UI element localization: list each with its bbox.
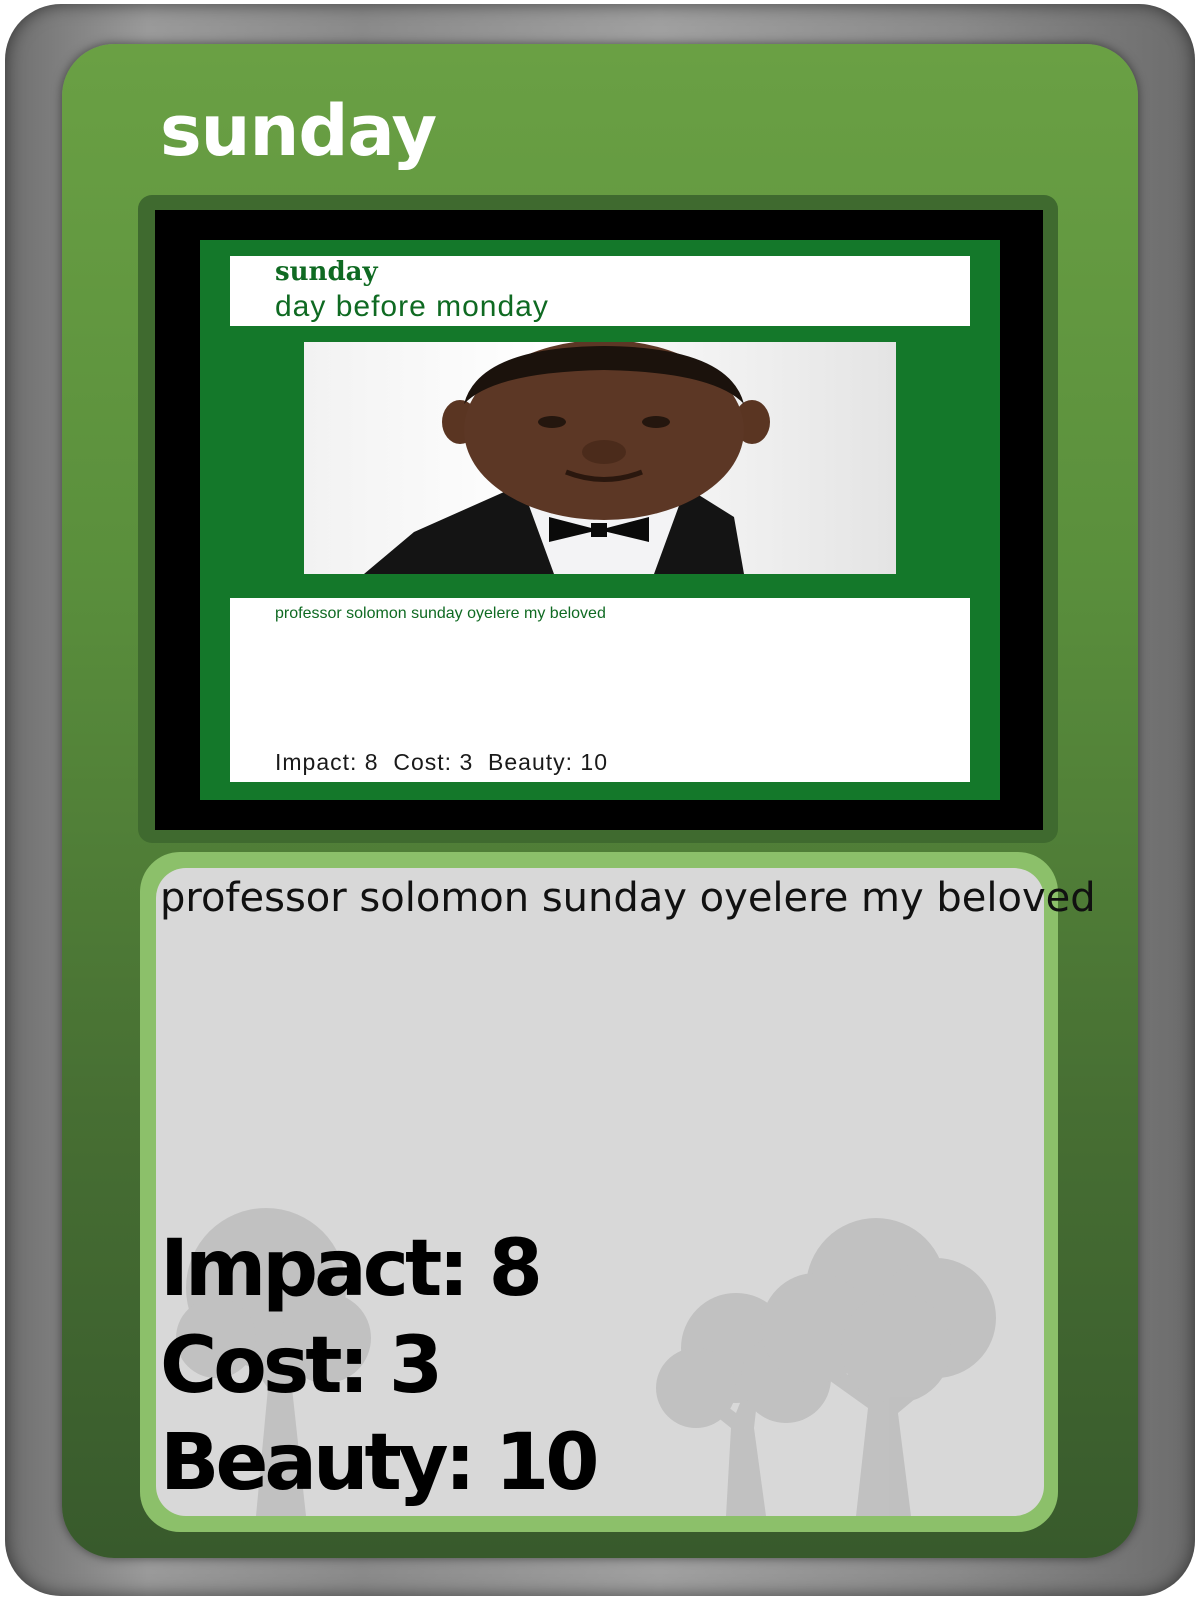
- inner-card-title: sunday: [275, 257, 378, 287]
- inner-card-description: professor solomon sunday oyelere my beloved: [275, 605, 606, 622]
- nose-shape: [582, 440, 626, 464]
- inner-card-stats: Impact: 8 Cost: 3 Beauty: 10: [275, 749, 608, 775]
- eye-right: [642, 416, 670, 428]
- tree-middle-canopy-2: [656, 1348, 736, 1428]
- tree-right-canopy-4: [841, 1293, 951, 1403]
- bow-tie-knot: [591, 523, 607, 537]
- inner-card-subtitle: day before monday: [275, 290, 549, 323]
- portrait-photo: [304, 342, 896, 574]
- portrait-illustration: [304, 342, 896, 574]
- card-title: sunday: [160, 90, 437, 172]
- stat-impact: Impact: 8: [160, 1224, 539, 1314]
- card-description: professor solomon sunday oyelere my beloved: [160, 875, 1096, 921]
- eye-left: [538, 416, 566, 428]
- stat-cost: Cost: 3: [160, 1321, 440, 1411]
- stat-beauty: Beauty: 10: [160, 1418, 596, 1508]
